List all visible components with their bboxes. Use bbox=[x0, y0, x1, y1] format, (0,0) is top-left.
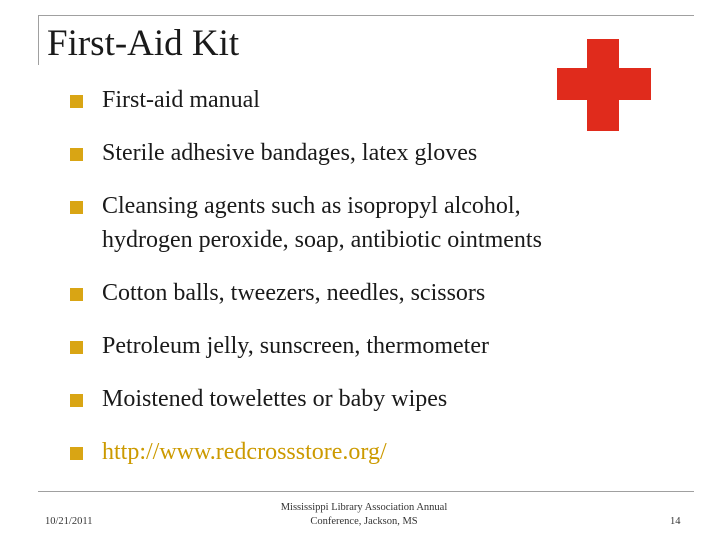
footer-conference-line-1: Mississippi Library Association Annual bbox=[280, 502, 448, 513]
bullet-text: Petroleum jelly, sunscreen, thermometer bbox=[102, 333, 489, 359]
bullet-text: Moistened towelettes or baby wipes bbox=[102, 386, 448, 412]
bullet-text: Cotton balls, tweezers, needles, scissors bbox=[102, 280, 486, 306]
bullet-text-line-1: Cleansing agents such as isopropyl alcohol, bbox=[102, 193, 521, 219]
bullet-marker-icon bbox=[70, 95, 83, 108]
bullet-marker-icon bbox=[70, 447, 83, 460]
bullet-marker-icon bbox=[70, 288, 83, 301]
bullet-marker-icon bbox=[70, 341, 83, 354]
red-cross-horizontal-bar bbox=[557, 68, 651, 100]
title-left-rule bbox=[38, 15, 39, 65]
bullet-marker-icon bbox=[70, 394, 83, 407]
footer-conference-line-2: Conference, Jackson, MS bbox=[310, 516, 418, 527]
page-number: 14 bbox=[670, 516, 681, 527]
bullet-marker-icon bbox=[70, 148, 83, 161]
bullet-marker-icon bbox=[70, 201, 83, 214]
bullet-text-line-2: hydrogen peroxide, soap, antibiotic ointments bbox=[102, 227, 542, 253]
footer-conference bbox=[264, 501, 464, 529]
red-cross-icon bbox=[557, 39, 651, 131]
bullet-text: First-aid manual bbox=[102, 87, 260, 113]
bullet-text: Sterile adhesive bandages, latex gloves bbox=[102, 140, 478, 166]
footer-date: 10/21/2011 bbox=[45, 516, 93, 527]
slide-title: First-Aid Kit bbox=[47, 23, 240, 64]
title-top-rule bbox=[38, 15, 694, 16]
footer-rule bbox=[38, 491, 694, 492]
redcross-store-link[interactable]: http://www.redcrossstore.org/ bbox=[102, 439, 387, 465]
